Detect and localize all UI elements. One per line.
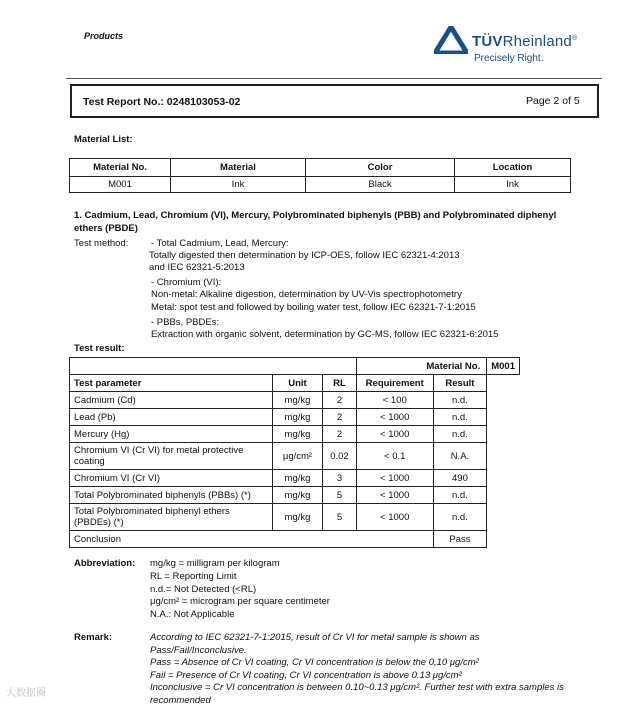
method-line: Extraction with organic solvent, determination by GC-MS, follow IEC 62321-6:2015: [151, 329, 499, 340]
cell: 3: [323, 470, 357, 487]
abbreviation-item: n.d.= Not Detected (<RL): [150, 584, 257, 595]
cell: Ink: [171, 177, 306, 193]
col-header: Material No.: [70, 159, 171, 177]
table-row: [70, 487, 520, 504]
cell: Chromium VI (Cr VI) for metal protective coating: [70, 443, 273, 470]
cell: < 100: [356, 392, 433, 409]
logo-tagline: Precisely Right.: [474, 53, 544, 64]
cell: 5: [323, 487, 357, 504]
remark-label: Remark:: [74, 632, 113, 643]
cell: < 0.1: [356, 443, 433, 470]
abbreviation-item: μg/cm² = microgram per square centimeter: [150, 596, 330, 607]
cell: mg/kg: [272, 409, 322, 426]
col-header: Unit: [272, 375, 322, 392]
cell: Cadmium (Cd): [70, 392, 273, 409]
method-line: Non-metal: Alkaline digestion, determination by UV-Vis spectrophotometry: [151, 289, 462, 300]
tuv-triangle-icon: [434, 26, 468, 54]
remark-line: Inconclusive = Cr VI concentration is between 0.10~0.13 μg/cm². Further test with extra samples is recommended: [150, 682, 564, 706]
cell: < 1000: [356, 426, 433, 443]
cell: < 1000: [356, 409, 433, 426]
result-table: [69, 357, 520, 548]
method-line: - Total Cadmium, Lead, Mercury:: [151, 238, 289, 249]
conclusion-label: Conclusion: [70, 531, 434, 548]
col-header: RL: [323, 375, 357, 392]
abbreviation-item: mg/kg = milligram per kilogram: [150, 558, 280, 569]
cell: mg/kg: [272, 487, 322, 504]
header-divider: [66, 78, 602, 79]
cell: 490: [433, 470, 487, 487]
cell: M001: [70, 177, 171, 193]
cell: n.d.: [433, 392, 487, 409]
logo-brand: TÜVRheinland®: [472, 33, 578, 50]
table-row: [70, 409, 520, 426]
remark-line: Pass = Absence of Cr VI coating, Cr VI concentration is below the 0,10 μg/cm²: [150, 657, 479, 668]
method-line: - PBBs, PBDEs:: [151, 317, 220, 328]
test-method-label: Test method:: [74, 238, 129, 249]
remark-text: [150, 632, 570, 707]
cell: 5: [323, 504, 357, 531]
cell: mg/kg: [272, 504, 322, 531]
cell: n.d.: [433, 426, 487, 443]
abbreviation-item: RL = Reporting Limit: [150, 571, 237, 582]
cell: Mercury (Hg): [70, 426, 273, 443]
cell: n.d.: [433, 409, 487, 426]
cell: 2: [323, 426, 357, 443]
col-header: Location: [455, 159, 571, 177]
cell: Total Polybrominated biphenyls (PBBs) (*): [70, 487, 273, 504]
cell: N.A.: [433, 443, 487, 470]
section-label: Products: [84, 31, 124, 41]
cell: mg/kg: [272, 426, 322, 443]
cell: < 1000: [356, 504, 433, 531]
cell: μg/cm²: [272, 443, 322, 470]
conclusion-value: Pass: [433, 531, 487, 548]
remark-line: According to IEC 62321-7-1:2015, result of Cr VI for metal sample is shown as Pass/Fail/Inconclusive.: [150, 632, 480, 656]
col-header: Color: [306, 159, 455, 177]
table-row: [70, 504, 520, 531]
report-number: Test Report No.: 0248103053-02: [83, 96, 241, 108]
col-header: Requirement: [356, 375, 433, 392]
remark-line: Fail = Presence of Cr VI coating, Cr VI concentration is above 0.13 μg/cm²: [150, 669, 462, 681]
cell: mg/kg: [272, 392, 322, 409]
cell: 0.02: [323, 443, 357, 470]
material-table: [69, 158, 571, 193]
cell: Ink: [455, 177, 571, 193]
table-row: [70, 426, 520, 443]
cell: n.d.: [433, 487, 487, 504]
cell: Total Polybrominated biphenyl ethers (PBDEs) (*): [70, 504, 273, 531]
section-title: 1. Cadmium, Lead, Chromium (VI), Mercury, Polybrominated biphenyls (PBB) and Polybrominated diphenyl ethers (PBDE): [74, 210, 557, 234]
table-row: [70, 531, 520, 548]
cell: < 1000: [356, 487, 433, 504]
method-line: Metal: spot test and followed by boiling water test, follow IEC 62321-7-1:2015: [151, 302, 476, 313]
cell: mg/kg: [272, 470, 322, 487]
abbreviation-label: Abbreviation:: [74, 558, 136, 569]
table-row: [70, 443, 520, 470]
cell: Lead (Pb): [70, 409, 273, 426]
method-line: - Chromium (VI):: [151, 277, 222, 288]
cell: n.d.: [433, 504, 487, 531]
cell: < 1000: [356, 470, 433, 487]
cell: 2: [323, 392, 357, 409]
test-result-title: Test result:: [74, 343, 125, 354]
material-no-label: Material No.: [356, 358, 486, 375]
cell: Chromium VI (Cr VI): [70, 470, 273, 487]
method-line: Totally digested then determination by ICP-OES, follow IEC 62321-4:2013: [149, 250, 460, 261]
cell: 2: [323, 409, 357, 426]
col-header: Test parameter: [70, 375, 273, 392]
cell: Black: [306, 177, 455, 193]
table-row: [70, 177, 571, 193]
watermark: 大数据圈: [6, 688, 46, 699]
page-number: Page 2 of 5: [526, 95, 580, 107]
col-header: Material: [171, 159, 306, 177]
table-row: [70, 392, 520, 409]
material-no-value: M001: [487, 358, 520, 375]
abbreviation-item: N.A.: Not Applicable: [150, 609, 235, 620]
material-list-title: Material List:: [74, 134, 133, 145]
method-line: and IEC 62321-5:2013: [149, 262, 245, 273]
table-row: [70, 470, 520, 487]
col-header: Result: [433, 375, 487, 392]
